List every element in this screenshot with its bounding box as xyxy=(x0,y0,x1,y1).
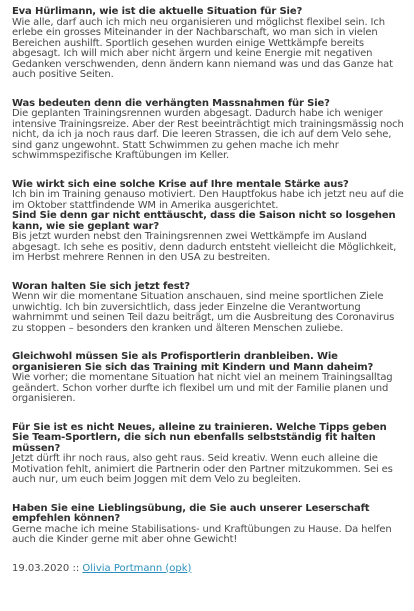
publish-date: 19.03.2020 xyxy=(12,562,70,574)
question-5: Woran halten Sie sich jetzt fest? xyxy=(12,280,190,292)
qa-block-1 xyxy=(12,7,406,81)
question-6: Gleichwohl müssen Sie als Profisportlerin dranbleiben. Wie organisieren Sie sich das Training mit Kindern und Mann daheim? xyxy=(12,351,374,373)
qa-block-2 xyxy=(12,99,406,162)
answer-3: Ich bin im Training genauso motiviert. Den Hauptfokus habe ich jetzt neu auf die im Oktober stattfindende WM in Amerika ausgerichtet. xyxy=(12,189,404,211)
footer-separator: :: xyxy=(72,562,80,574)
question-8: Haben Sie eine Lieblingsübung, die Sie auch unserer Leserschaft empfehlen können? xyxy=(12,502,370,524)
answer-5: Wenn wir die momentane Situation anschauen, sind meine sportlichen Ziele unwichtig. Ich bin zuversichtlich, dass jeder Einzelne die Verantwortung wahrnimmt und seinen Teil dazu beiträgt, um die Ausbreitung des Coronavirus zu stoppen – besonders den kranken und älteren Menschen zuliebe. xyxy=(12,291,395,334)
question-7: Für Sie ist es nicht Neues, alleine zu trainieren. Welche Tipps geben Sie Team-Sportlern, die sich nun ebenfalls selbstständig fit halten müssen? xyxy=(12,421,387,454)
qa-block-3 xyxy=(12,180,406,264)
qa-block-7 xyxy=(12,423,406,486)
answer-7: Jetzt dürft ihr noch raus, also geht raus. Seid kreativ. Wenn euch alleine die Motivation fehlt, animiert die Partnerin oder den Partner mitzukommen. Sei es auch nur, um euch beim Joggen mit dem Velo zu begleiten. xyxy=(12,453,393,485)
answer-6: Wie vorher; die momentane Situation hat nicht viel an meinem Trainingsalltag geändert. Schon vorher durfte ich flexibel um und mit der Familie planen und organisieren. xyxy=(12,372,393,404)
answer-1: Wie alle, darf auch ich mich neu organisieren und möglichst flexibel sein. Ich erlebe ein grosses Miteinander in der Nachbarschaft, wo man sich in vielen Bereichen aushilft. Sportlich gesehen wurden einige Wettkämpfe bereits abgesagt. Ich will mich aber nicht ärgern und keine Energie mit negativen Gedanken verschwenden, denn ändern kann niemand was und das Ganze hat auch positive Seiten. xyxy=(12,16,393,80)
answer-2: Die geplanten Trainingsrennen wurden abgesagt. Dadurch habe ich weniger intensive Trainingsreize. Aber der Rest beeinträchtigt mich trainingsmässig noch nicht, da ich ja noch raus darf. Die leeren Strassen, die ich auf dem Velo sehe, sind ganz ungewohnt. Statt Schwimmen zu gehen mache ich mehr schwimmspezifische Kraftübungen im Keller. xyxy=(12,108,404,161)
answer-4: Bis jetzt wurden nebst den Trainingsrennen zwei Wettkämpfe im Ausland abgesagt. Ich sehe es positiv, denn dadurch entsteht vielleicht die Möglichkeit, im Herbst mehrere Rennen in den USA zu bestreiten. xyxy=(12,231,397,263)
article-footer xyxy=(12,563,406,575)
qa-block-8 xyxy=(12,504,406,546)
qa-block-6 xyxy=(12,352,406,405)
question-1: Eva Hürlimann, wie ist die aktuelle Situation für Sie? xyxy=(12,6,303,17)
author-link[interactable]: Olivia Portmann (opk) xyxy=(82,562,192,574)
question-4: Sind Sie denn gar nicht enttäuscht, dass die Saison nicht so losgehen kann, wie sie geplant war? xyxy=(12,210,396,232)
question-3: Wie wirkt sich eine solche Krise auf Ihre mentale Stärke aus? xyxy=(12,178,349,190)
answer-8: Gerne mache ich meine Stabilisations- und Kraftübungen zu Hause. Da helfen auch die Kinder gerne mit aber ohne Gewicht! xyxy=(12,523,392,545)
qa-block-5 xyxy=(12,282,406,335)
question-2: Was bedeuten denn die verhängten Massnahmen für Sie? xyxy=(12,97,330,109)
